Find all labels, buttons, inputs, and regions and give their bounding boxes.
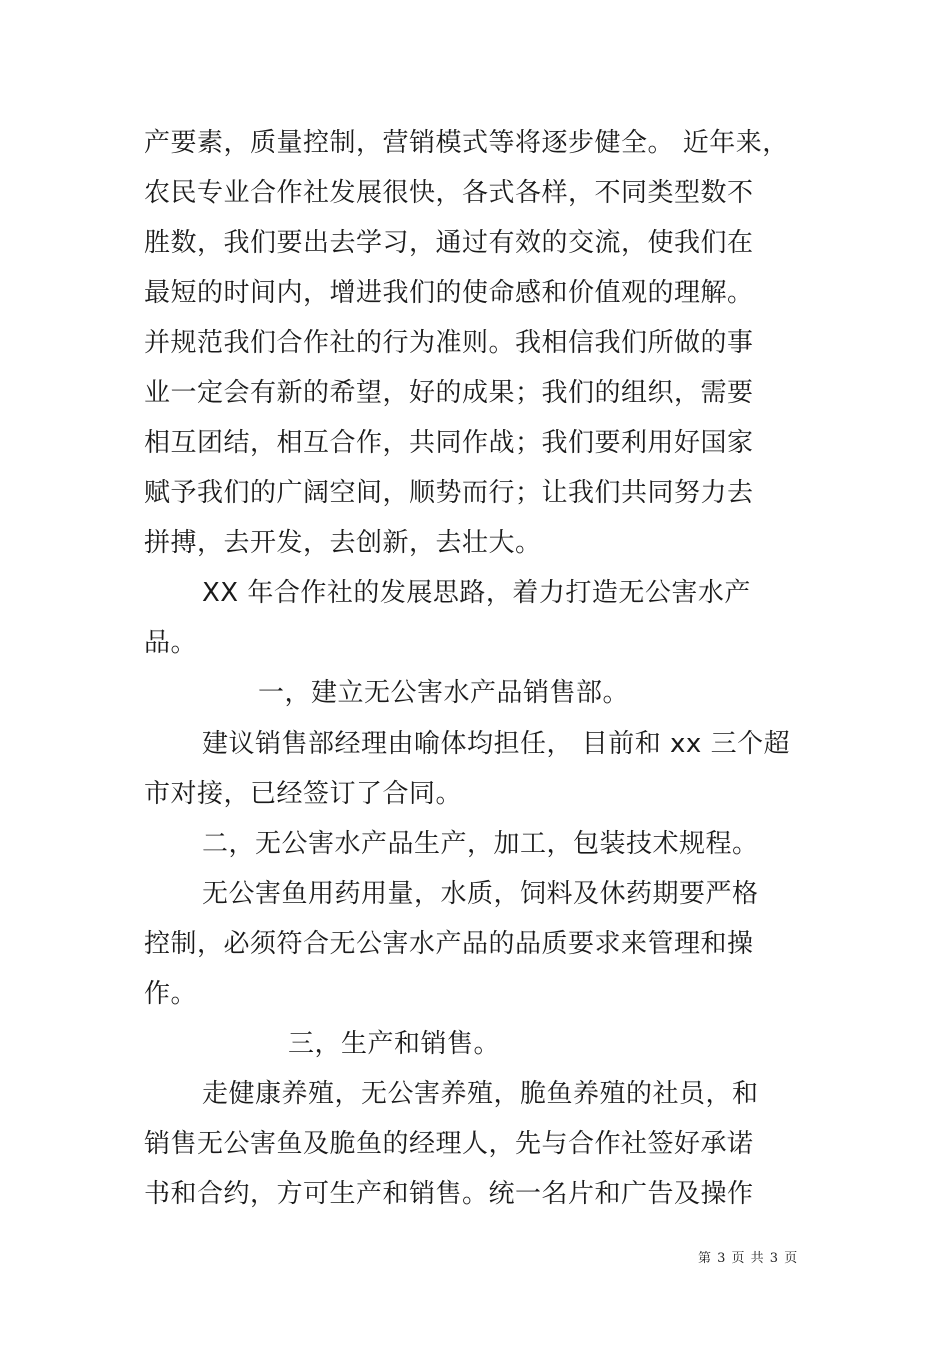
paragraph-heading-line: XX 年合作社的发展思路，着力打造无公害水产 — [202, 578, 751, 608]
text-line: 相互团结，相互合作，共同作战；我们要利用好国家 — [144, 428, 754, 458]
section-heading: 二，无公害水产品生产，加工，包装技术规程。 — [202, 829, 759, 859]
text-line: 拼搏，去开发，去创新，去壮大。 — [144, 528, 542, 558]
text-line: 农民专业合作社发展很快，各式各样，不同类型数不 — [144, 178, 754, 208]
text-line: 产要素，质量控制，营销模式等将逐步健全。 近年来， — [144, 128, 789, 158]
text-line: 市对接，已经签订了合同。 — [144, 779, 463, 809]
text-line: 销售无公害鱼及脆鱼的经理人，先与合作社签好承诺 — [144, 1129, 754, 1159]
text-line: 走健康养殖，无公害养殖，脆鱼养殖的社员，和 — [202, 1079, 759, 1109]
page-number-footer: 第 3 页 共 3 页 — [698, 1251, 799, 1266]
text-line: 无公害鱼用药用量，水质，饲料及休药期要严格 — [202, 879, 759, 909]
section-heading: 一，建立无公害水产品销售部。 — [258, 678, 630, 708]
text-line: 书和合约，方可生产和销售。统一名片和广告及操作 — [144, 1179, 754, 1209]
text-line: 业一定会有新的希望，好的成果；我们的组织，需要 — [144, 378, 754, 408]
text-line: 建议销售部经理由喻体均担任， 目前和 xx 三个超 — [202, 729, 791, 759]
text-line: 作。 — [144, 979, 198, 1009]
section-heading: 三，生产和销售。 — [288, 1029, 501, 1059]
text-line: 赋予我们的广阔空间，顺势而行；让我们共同努力去 — [144, 478, 754, 508]
text-line: 并规范我们合作社的行为准则。我相信我们所做的事 — [144, 328, 754, 358]
text-line: 品。 — [144, 628, 198, 658]
text-line: 胜数，我们要出去学习，通过有效的交流，使我们在 — [144, 228, 754, 258]
text-line: 最短的时间内，增进我们的使命感和价值观的理解。 — [144, 278, 754, 308]
text-line: 控制，必须符合无公害水产品的品质要求来管理和操 — [144, 929, 754, 959]
